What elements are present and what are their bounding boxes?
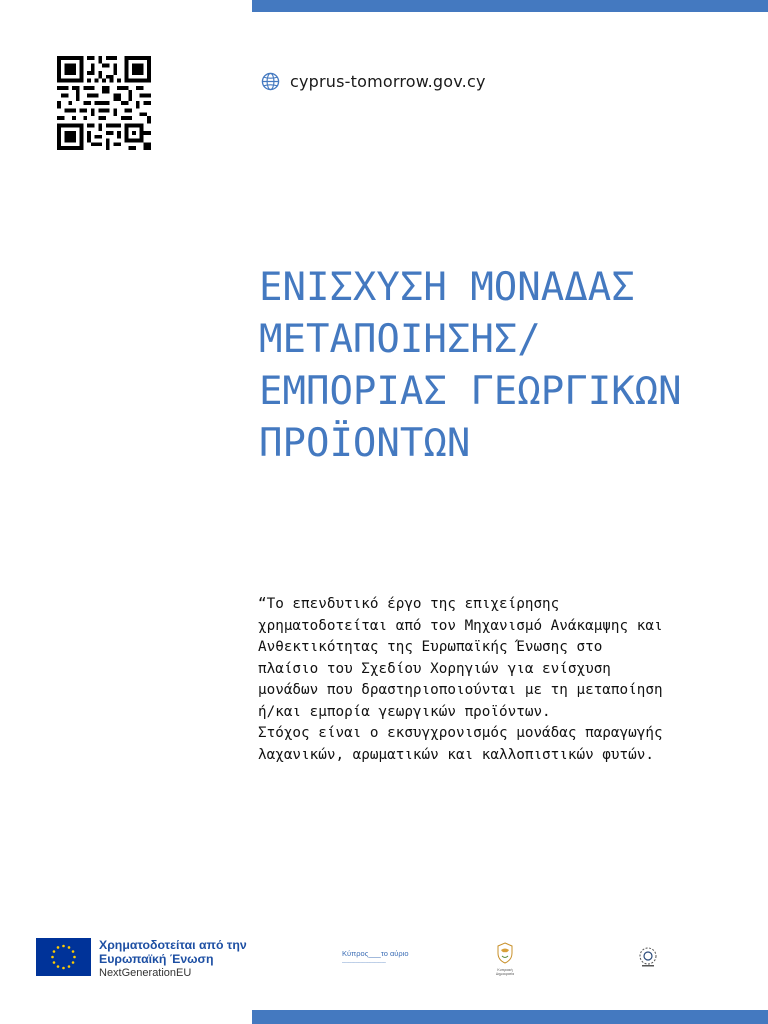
eu-star (51, 956, 54, 959)
eu-star (72, 950, 75, 953)
eu-star (53, 950, 56, 953)
title-line: ΠΡΟΪΟΝΤΩΝ (259, 421, 471, 466)
project-title (259, 262, 754, 470)
description-line: Ανθεκτικότητας της Ευρωπαϊκής Ένωσης στο (258, 639, 603, 655)
description-line: λαχανικών, αρωματικών και καλλοπιστικών φυτών. (258, 746, 654, 763)
eu-star (57, 965, 60, 968)
cyprus-republic-logo (488, 942, 522, 976)
eu-star (57, 946, 60, 949)
eu-star (68, 946, 71, 949)
eu-star (68, 965, 71, 968)
website-link[interactable] (261, 72, 486, 91)
description-line: Στόχος είναι ο εκσυγχρονισμός μονάδας παραγωγής (258, 725, 663, 741)
description-line: μονάδων που δραστηριοποιούνται με τη μεταποίηση (258, 682, 663, 698)
eu-flag-icon (36, 938, 91, 976)
top-accent-bar (252, 0, 768, 12)
eu-star (62, 945, 65, 948)
title-line: ΜΕΤΑΠΟΙΗΣΗΣ/ (259, 317, 541, 362)
description-line: “Το επενδυτικό έργο της επιχείρησης (258, 596, 560, 612)
ministry-emblem-icon (636, 945, 660, 969)
website-url[interactable]: cyprus-tomorrow.gov.cy (290, 72, 486, 91)
eu-line-1: Χρηματοδοτείται από την (99, 938, 247, 952)
eu-star (53, 961, 56, 964)
title-line: ΕΜΠΟΡΙΑΣ ΓΕΩΡΓΙΚΩΝ (259, 369, 682, 414)
republic-caption: Κυπριακή Δημοκρατία (495, 968, 515, 976)
coat-of-arms-icon (496, 942, 514, 964)
cyprus-tomorrow-underline: ▁▁▁▁▁▁▁▁▁▁▁▁▁▁▁▁▁▁▁ (342, 959, 386, 963)
project-description (258, 594, 708, 766)
description-line: ή/και εμπορία γεωργικών προϊόντων. (258, 703, 551, 720)
globe-icon (261, 72, 280, 91)
title-line: ΕΝΙΣΧΥΣΗ ΜΟΝΑΔΑΣ (259, 265, 635, 310)
eu-funding-logo (36, 938, 247, 980)
eu-star (73, 956, 76, 959)
eu-line-3: NextGenerationEU (99, 967, 192, 979)
cyprus-tomorrow-text: Κύπρος___το αύριο (342, 949, 409, 958)
description-line: χρηματοδοτείται από τον Μηχανισμό Ανάκαμψης και (258, 617, 663, 634)
description-line: πλαίσιο του Σχεδίου Χορηγιών για ενίσχυση (258, 660, 611, 677)
eu-star (62, 967, 65, 970)
eu-funding-text (99, 938, 247, 980)
eu-star (72, 961, 75, 964)
bottom-accent-bar (252, 1010, 768, 1024)
qr-code (57, 56, 151, 150)
cyprus-tomorrow-logo (342, 949, 409, 963)
eu-line-2: Ευρωπαϊκή Ένωση (99, 952, 214, 966)
